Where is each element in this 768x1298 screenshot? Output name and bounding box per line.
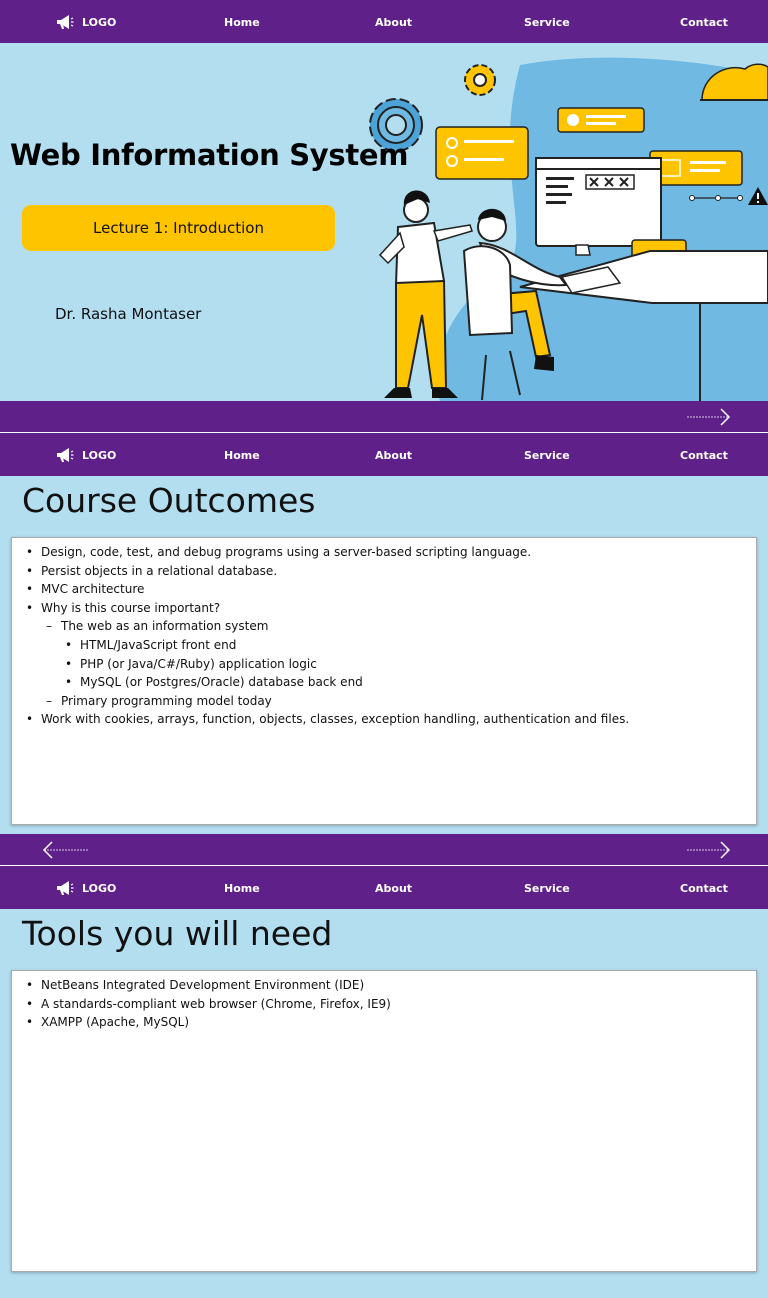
dash-marker: – — [46, 692, 52, 711]
bullet-item — [12, 655, 756, 674]
bullet-text: The web as an information system — [61, 619, 268, 633]
megaphone-icon — [56, 14, 74, 30]
bullet-item — [12, 976, 756, 995]
mail-card — [650, 151, 742, 185]
bullet-item — [12, 636, 756, 655]
bullet-text: Primary programming model today — [61, 694, 272, 708]
bullet-marker: • — [26, 562, 33, 581]
dash-marker: – — [46, 617, 52, 636]
navbar — [0, 433, 768, 476]
bullet-text: HTML/JavaScript front end — [80, 638, 236, 652]
bullet-marker: • — [65, 636, 72, 655]
author-name: Dr. Rasha Montaser — [55, 305, 201, 323]
bullet-item — [12, 995, 756, 1014]
lecture-badge: Lecture 1: Introduction — [22, 205, 335, 251]
nav-service[interactable]: Service — [524, 882, 570, 895]
nav-service[interactable]: Service — [524, 449, 570, 462]
next-arrow-icon[interactable] — [686, 407, 732, 427]
bullet-marker: • — [65, 655, 72, 674]
logo-text: LOGO — [82, 449, 116, 462]
logo[interactable] — [56, 880, 116, 896]
bullet-text: Why is this course important? — [41, 601, 220, 615]
bullet-text: MySQL (or Postgres/Oracle) database back end — [80, 675, 363, 689]
section-heading: Tools you will need — [22, 914, 332, 953]
megaphone-icon — [56, 447, 74, 463]
bullet-item — [12, 580, 756, 599]
footer-bar — [0, 834, 768, 865]
bullet-item — [12, 692, 756, 711]
bullet-text: Work with cookies, arrays, function, objects, classes, exception handling, authentication and files. — [41, 712, 629, 726]
navbar — [0, 866, 768, 909]
hero-illustration — [340, 55, 768, 402]
bullet-marker: • — [26, 599, 33, 618]
bullet-marker: • — [26, 543, 33, 562]
slide-3 — [0, 866, 768, 1298]
nav-service[interactable]: Service — [524, 16, 570, 29]
bullet-text: PHP (or Java/C#/Ruby) application logic — [80, 657, 317, 671]
bullet-item — [12, 710, 756, 729]
bullet-marker: • — [26, 710, 33, 729]
nav-contact[interactable]: Contact — [680, 449, 728, 462]
logo-text: LOGO — [82, 882, 116, 895]
nav-home[interactable]: Home — [224, 449, 260, 462]
info-card — [436, 127, 528, 179]
slide-1 — [0, 0, 768, 432]
nav-about[interactable]: About — [375, 882, 412, 895]
bullet-text: XAMPP (Apache, MySQL) — [41, 1015, 189, 1029]
nav-contact[interactable]: Contact — [680, 16, 728, 29]
footer-bar — [0, 401, 768, 432]
prev-arrow-icon[interactable] — [40, 840, 90, 860]
bullet-text: Persist objects in a relational database. — [41, 564, 277, 578]
bullet-marker: • — [26, 976, 33, 995]
slide-2 — [0, 433, 768, 865]
bullet-item — [12, 543, 756, 562]
nav-about[interactable]: About — [375, 16, 412, 29]
megaphone-icon — [56, 880, 74, 896]
content-box — [11, 537, 757, 825]
bullet-marker: • — [26, 1013, 33, 1032]
logo[interactable] — [56, 447, 116, 463]
bullet-item — [12, 673, 756, 692]
navbar — [0, 0, 768, 43]
bullet-item — [12, 599, 756, 618]
nav-contact[interactable]: Contact — [680, 882, 728, 895]
bullet-list — [12, 971, 756, 1032]
content-box — [11, 970, 757, 1272]
section-heading: Course Outcomes — [22, 481, 316, 520]
gear-icon — [465, 65, 495, 95]
nav-home[interactable]: Home — [224, 16, 260, 29]
bullet-text: A standards-compliant web browser (Chrome, Firefox, IE9) — [41, 997, 391, 1011]
logo-text: LOGO — [82, 16, 116, 29]
bullet-item — [12, 617, 756, 636]
bullet-text: NetBeans Integrated Development Environment (IDE) — [41, 978, 364, 992]
bullet-text: MVC architecture — [41, 582, 144, 596]
bullet-item — [12, 562, 756, 581]
nav-home[interactable]: Home — [224, 882, 260, 895]
chair — [464, 246, 512, 335]
nav-about[interactable]: About — [375, 449, 412, 462]
bullet-item — [12, 1013, 756, 1032]
next-arrow-icon[interactable] — [686, 840, 732, 860]
logo[interactable] — [56, 14, 116, 30]
bullet-text: Design, code, test, and debug programs using a server-based scripting language. — [41, 545, 531, 559]
bullet-marker: • — [26, 995, 33, 1014]
bullet-marker: • — [26, 580, 33, 599]
bullet-list — [12, 538, 756, 729]
bullet-marker: • — [65, 673, 72, 692]
slide-title: Web Information System — [10, 138, 408, 172]
